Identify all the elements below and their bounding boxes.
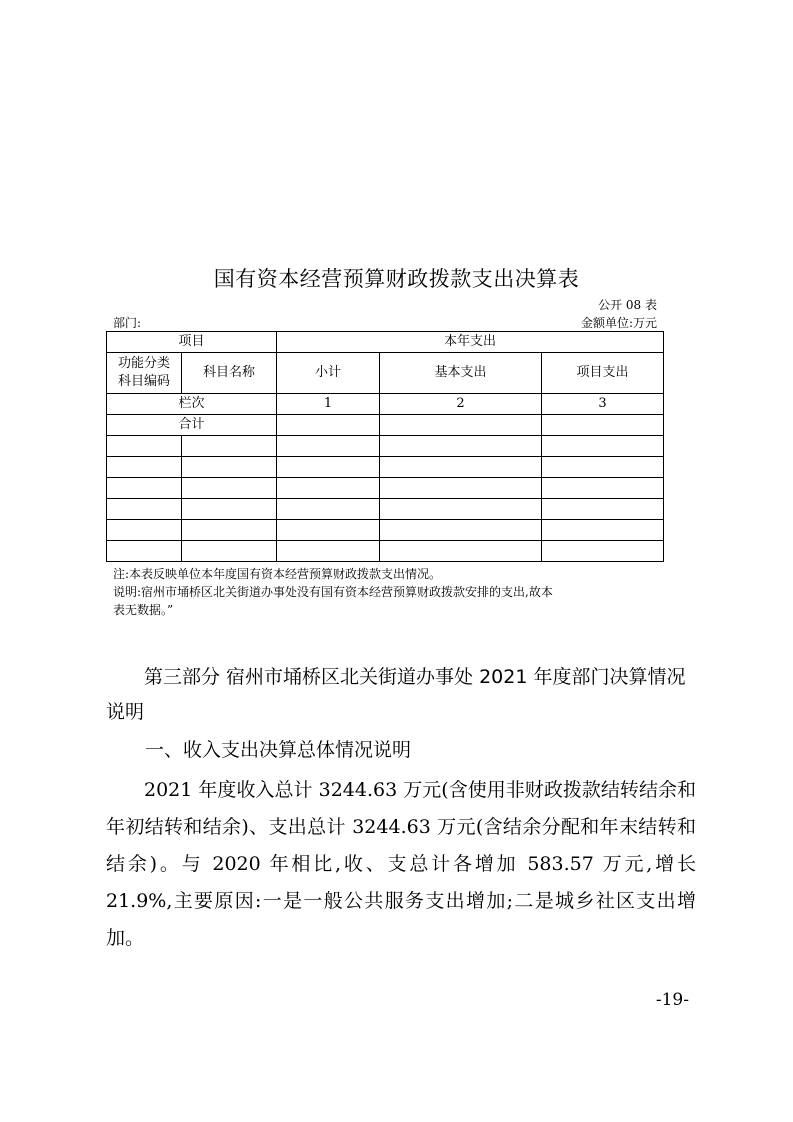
table-cell	[182, 499, 277, 520]
header-subtotal: 小计	[277, 353, 380, 394]
table-row	[107, 541, 664, 562]
table-cell	[542, 457, 664, 478]
table-row	[107, 499, 664, 520]
table-cell	[380, 541, 542, 562]
table-cell	[542, 541, 664, 562]
column-number-row	[107, 394, 664, 415]
table-cell	[107, 436, 182, 457]
budget-table	[106, 331, 664, 562]
table-cell	[380, 478, 542, 499]
subsection-title: 一、收入支出决算总体情况说明	[145, 739, 412, 761]
table-cell	[182, 436, 277, 457]
header-item: 项目	[107, 332, 277, 353]
table-row	[107, 520, 664, 541]
table-explanation: 说明:宿州市埇桥区北关街道办事处没有国有资本经营预算财政拨款安排的支出,故本	[113, 585, 553, 599]
table-explanation-continued: 表无数据。”	[113, 603, 174, 617]
header-project: 项目支出	[542, 353, 664, 394]
table-cell	[107, 541, 182, 562]
form-number: 公开 08 表	[598, 298, 657, 312]
table-cell	[107, 499, 182, 520]
table-title: 国有资本经营预算财政拨款支出决算表	[213, 267, 580, 291]
table-cell	[542, 415, 664, 436]
table-note: 注:本表反映单位本年度国有资本经营预算财政拨款支出情况。	[113, 567, 442, 581]
table-cell	[182, 520, 277, 541]
table-cell	[277, 478, 380, 499]
column-number-1: 1	[277, 394, 380, 415]
table-row	[107, 436, 664, 457]
table-cell	[182, 541, 277, 562]
table-cell	[277, 520, 380, 541]
table-cell	[277, 436, 380, 457]
body-paragraph: 2021 年度收入总计 3244.63 万元(含使用非财政拨款结转结余和年初结转和结余)、支出总计 3244.63 万元(含结余分配和年末结转和结余)。与 2020 年相比,收、支总计各增加 583.57 万元,增长 21.9%,主要原因:一是一般公共服务支出增加;二是城乡社区支出增加。	[106, 779, 696, 949]
table-cell	[107, 478, 182, 499]
section-title: 第三部分 宿州市埇桥区北关街道办事处 2021 年度部门决算情况说明	[106, 666, 686, 723]
table-cell	[277, 457, 380, 478]
table-row	[107, 478, 664, 499]
column-number-2: 2	[380, 394, 542, 415]
header-row-2	[107, 353, 664, 394]
table-cell	[277, 541, 380, 562]
table-cell	[107, 520, 182, 541]
header-row-1	[107, 332, 664, 353]
header-func-code: 功能分类科目编码	[107, 353, 182, 394]
header-subject-name: 科目名称	[182, 353, 277, 394]
total-row	[107, 415, 664, 436]
table-cell	[277, 499, 380, 520]
table-cell	[542, 520, 664, 541]
table-cell	[380, 436, 542, 457]
table-cell	[380, 520, 542, 541]
page-number: -19-	[655, 990, 689, 1010]
table-cell	[380, 415, 542, 436]
table-cell	[107, 457, 182, 478]
table-cell	[542, 478, 664, 499]
table-cell	[277, 415, 380, 436]
header-basic: 基本支出	[380, 353, 542, 394]
table-cell	[542, 436, 664, 457]
table-cell	[380, 457, 542, 478]
table-cell	[182, 478, 277, 499]
table-cell	[542, 499, 664, 520]
header-this-year: 本年支出	[277, 332, 664, 353]
table-cell	[380, 499, 542, 520]
total-label: 合计	[107, 415, 277, 436]
table-row	[107, 457, 664, 478]
unit-label: 金额单位:万元	[580, 316, 657, 330]
column-number-3: 3	[542, 394, 664, 415]
department-label: 部门:	[113, 316, 142, 330]
table-cell	[182, 457, 277, 478]
column-number-label: 栏次	[107, 394, 277, 415]
